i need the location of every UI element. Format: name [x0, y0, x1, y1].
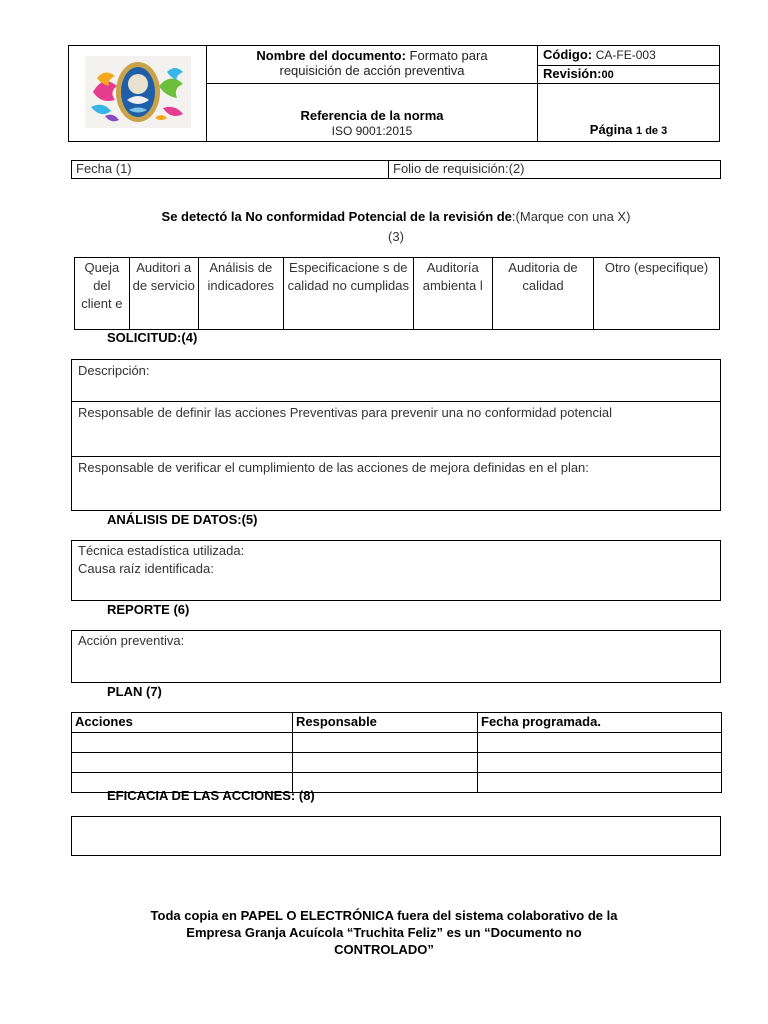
responsible-verify-field[interactable]	[72, 456, 720, 511]
table-row	[72, 733, 722, 753]
page-value: 1 de 3	[636, 125, 668, 137]
origin-label: Queja del client e	[81, 260, 123, 311]
root-cause-label: Causa raíz identificada:	[78, 561, 214, 576]
origin-label: Auditoria de calidad	[508, 260, 578, 293]
plan-cell[interactable]	[478, 733, 722, 753]
section-title-efficacy: EFICACIA DE LAS ACCIONES: (8)	[107, 788, 315, 803]
company-logo-image	[83, 52, 193, 132]
detection-title-number: (3)	[388, 229, 404, 244]
origin-label: Otro (especifique)	[604, 260, 709, 275]
plan-header-responsible: Responsable	[293, 713, 478, 733]
origin-option-service-audit[interactable]	[129, 258, 198, 330]
origin-option-quality-audit[interactable]	[492, 258, 593, 330]
origin-option-other[interactable]	[594, 258, 720, 330]
preventive-action-label: Acción preventiva:	[78, 633, 185, 648]
code-value: CA-FE-003	[595, 48, 656, 62]
code-cell	[538, 46, 720, 66]
origin-label: Análisis de indicadores	[207, 260, 275, 293]
solicitud-box	[71, 359, 721, 511]
nonconformity-origin-table	[74, 257, 720, 330]
plan-header-actions: Acciones	[72, 713, 293, 733]
origin-label: Especificacione s de calidad no cumplidas	[287, 260, 409, 293]
detection-title-normal: :(Marque con una X)	[511, 209, 631, 224]
origin-option-environmental-audit[interactable]	[413, 258, 492, 330]
plan-cell[interactable]	[293, 773, 478, 793]
section-title-plan: PLAN (7)	[107, 684, 162, 699]
section-title-report: REPORTE (6)	[107, 602, 190, 617]
plan-cell[interactable]	[478, 753, 722, 773]
code-label: Código:	[543, 47, 593, 62]
page-label: Página	[589, 122, 633, 137]
origin-option-client-complaint[interactable]	[75, 258, 130, 330]
company-logo-cell	[69, 46, 207, 142]
plan-cell[interactable]	[293, 753, 478, 773]
norm-reference-value: ISO 9001:2015	[331, 124, 413, 138]
origin-label: Auditori a de servicio	[132, 260, 195, 293]
document-header	[68, 45, 720, 142]
date-label: Fecha (1)	[76, 161, 132, 176]
table-row	[72, 753, 722, 773]
responsible-define-field[interactable]	[72, 401, 720, 456]
document-name-cell	[207, 46, 538, 84]
analysis-box[interactable]	[71, 540, 721, 601]
footer-disclaimer	[71, 907, 697, 958]
origin-option-indicator-analysis[interactable]	[198, 258, 283, 330]
plan-table	[71, 712, 722, 793]
responsible-define-label: Responsable de definir las acciones Preventivas para prevenir una no conformidad potencial	[78, 405, 613, 420]
document-name-label: Nombre del documento:	[256, 48, 406, 63]
plan-cell[interactable]	[293, 733, 478, 753]
page-cell	[538, 84, 720, 142]
revision-cell	[538, 66, 720, 84]
origin-label: Auditoría ambienta l	[422, 260, 483, 293]
origin-option-quality-specs[interactable]	[283, 258, 413, 330]
plan-header-date: Fecha programada.	[478, 713, 722, 733]
document-name-value-2: requisición de acción preventiva	[279, 63, 465, 78]
footer-line-1: Toda copia en PAPEL O ELECTRÓNICA fuera del sistema colaborativo de la	[150, 908, 618, 923]
section-title-analysis: ANÁLISIS DE DATOS:(5)	[107, 512, 258, 527]
folio-label: Folio de requisición:(2)	[393, 161, 525, 176]
plan-cell[interactable]	[478, 773, 722, 793]
norm-reference-cell	[207, 84, 538, 142]
section-title-solicitud: SOLICITUD:(4)	[107, 330, 198, 345]
footer-line-3: CONTROLADO”	[334, 942, 434, 957]
request-info-row	[71, 160, 721, 179]
description-label: Descripción:	[78, 363, 150, 378]
revision-value: 00	[601, 69, 614, 81]
footer-line-2: Empresa Granja Acuícola “Truchita Feliz” es un “Documento no	[186, 925, 582, 940]
folio-field[interactable]	[389, 161, 721, 179]
description-field[interactable]	[72, 360, 720, 401]
date-field[interactable]	[72, 161, 389, 179]
statistical-technique-label: Técnica estadística utilizada:	[78, 543, 245, 558]
responsible-verify-label: Responsable de verificar el cumplimiento de las acciones de mejora definidas en el plan:	[78, 460, 589, 475]
detection-title-bold: Se detectó la No conformidad Potencial de la revisión de	[161, 209, 512, 224]
report-box[interactable]	[71, 630, 721, 683]
plan-cell[interactable]	[72, 733, 293, 753]
efficacy-box[interactable]	[71, 816, 721, 856]
document-name-value-1: Formato para	[409, 48, 488, 63]
detection-title	[71, 207, 721, 247]
revision-label: Revisión:	[543, 66, 602, 81]
plan-cell[interactable]	[72, 753, 293, 773]
norm-reference-label: Referencia de la norma	[300, 108, 444, 123]
